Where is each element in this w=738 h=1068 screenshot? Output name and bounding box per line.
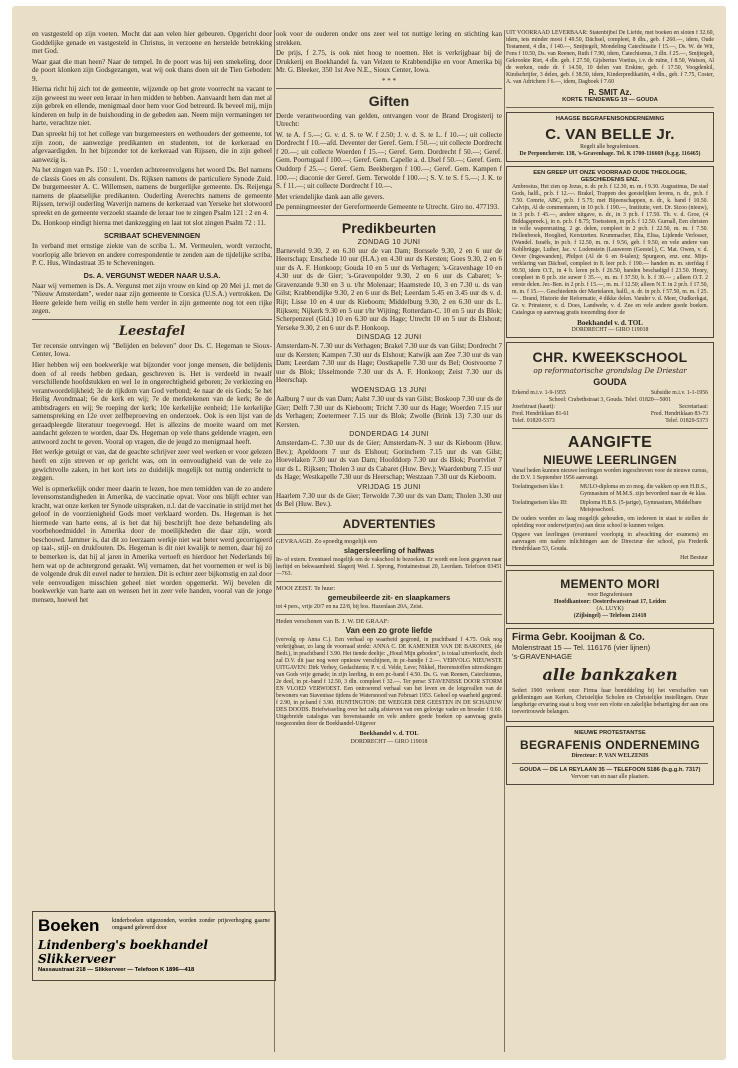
ad-van-belle-sub: Regelt alle begrafenissen. — [580, 144, 640, 150]
ad-degraaf-title: Van een zo grote liefde — [345, 626, 433, 636]
ad-kweekschool-addr-left: Fred. Hendriklaan 81-61 — [512, 411, 570, 417]
paragraph: Ds. Honkoop eindigt hierna met dankzegging en laat tot slot zingen Psalm 72 : 11. — [32, 219, 266, 228]
column-2 — [276, 30, 502, 1054]
ad-aangifte-k1-text: MULO-diploma en zo mog. die vakken op een H.B.S., Gymnasium of M.M.S. zijn bevorderd naar de 4e klas. — [580, 484, 708, 497]
ad-smit-text: UIT VOORRAAD LEVERBAAR: Statenbijbel De Liefde, met boeken en sloten f 32.60, idem, iets minder mooi f 49.50, Dächsel, compleet, 8 dln., geb. f 260.—, idem, Oude Testament, 4 dln., f 140.—, Smijtegelt, Mondeling Catechisatie f 15.—, Ds. W. de Wit, Fens f 10.50, Ds. van Reenen, Ruth f 7.90, idem, Catechismus, 3 dln. f 25.—, Smijtegelt, Gekrookte Riet, 4 dln. geb. f 27.50, Gijsbertus Voetius, i.v. de ruïne, f 8.50, Watson, Al de werken, oude dr. f 14.50, 10 delen van Erskine, geb. f 17.50, Voogdenkil, Kindschrijfer, 3 delen, geb. f 38.50, idem, Kinderpredikatiën, 4 dln., geb. f 7.75, Coster, A. van Adrichem f 6.—, idem, Dagboek f 7.60 — [506, 30, 714, 85]
ad-van-belle — [506, 112, 714, 162]
ad-boeken — [32, 911, 276, 981]
divider — [276, 534, 502, 535]
divider — [506, 107, 714, 108]
ad-degraaf-text: (vervolg op Anna C.). Een verhaal op waarheid gegrond, in prachtband f 4.75. Ook nog verkrijgbaar, zo lang de voorraad strekt: ANNA C. DE KAMENIER VAN DE BARONES, (de Bedi.), in prachtband f 3.90. Het tiende deeltje: ,,Houd Mijn geboden", is totaal uitverkocht, doch zal D.V. dit jaar nog weer opnieuw verschijnen, in pr.-bandje f 2.—. VERVOLG NIEUWSTE UITGAVEN: Dirk Verhey, Gedachtenis; P. v. d. Velde, Leve; Nikkel, Heerenstoffen uitrestkingen van Gods vrije genade; in zijn leerling, in een pr.-band f 4.50. Ds. G. van Reenen, Catechismus, 2e deel, in pr.-band f 12.50, 3 dln. compleet f 32.—. Ter perse: STAVENISSE DOOR STORM EN VLOED VERWOEST. Een ontroerend verhaal van het leven en de lotgevallen van de bewoners van Stavenisse tijdens de Watersnood van Februari 1953. Geheel op waarheid gegrond. f 2.90, in pr.band f 3.90. HUNTINGTON: DE WEEGER DER GEESTEN IN DE SCHADUW DES DOODS. Briefwisseling over het zalig afsterven van een gelovige vader en broeder f 0.60. Uitgebreide catalogus van bovenstaande en vele andere goede boeken op aanvraag gratis toegezonden door de Boekhandel-Uitgever — [276, 636, 502, 727]
ad-kweekschool-tel-right: Telef. 01820-5373 — [665, 418, 708, 424]
ad-begrafenis-footer: Vervoer van en naar alle plaatsen. — [570, 774, 650, 780]
ad-kooijman-city: 's-GRAVENHAGE — [512, 652, 573, 661]
ad-slager-intro: GEVRAAGD. Zo spoedig mogelijk een — [276, 537, 377, 545]
ad-van-belle-top: HAAGSE BEGRAFENISONDERNEMING — [555, 116, 665, 122]
ad-boeken-desc: kinderboeken uitgezonden, worden zonder prijsverhoging gaarne omgaand geleverd door — [112, 918, 270, 931]
paragraph: Dan spreekt hij tot het college van burgemeesters en wethouders der gemeente, tot zijn zoon, de aanwezige predikanten en studenten, tot de kerkeraad en afgevaardigden. In het bijzonder tot de kerkeraad van Rijssen, die in zijn geheel aanwezig is. — [32, 130, 272, 164]
paragraph: Barneveld 9.30, 2 en 6.30 uur de van Dam; Borssele 9.30, 2 en 6 uur de Heerschap; Enschede 10 uur (H.A.) en 4.30 uur ds Kersten; Goes 9.30, 2 en 6 uur ds A. F. Honkoop; Gouda 10 en 5 uur ds Verhagen; 's-Gravenhage 10 en 4.30 uur ds de Gier; 's-Gravenpolder 9.30, 2 en 6 uur ds Cabaret; 's-Gravenzande 9.30 en 3 u. t/hr Molenaar; Haamstede 10, 3 en 7.30 u. ds van Gilst; Krabbendijke 9.30, 2 en 6 uur ds Bel; Leerdam 5.45 en 3.45 uur ds v. d. Rijt; Lisse 10 en 4 uur ds Kieboom; Middelburg 9.30, 2 en 6.30 uur ds L. Rijksen; Nijkerk 9.30 en 5 uur t/hr Wijting; Rotterdam-C. 10 en 5 uur ds Blok; Scherpenzeel (Gld.) 10 en 6.30 uur ds Hage; Utrecht 10 en 5 uur ds Elshout; Yerseke 9.30, 2 en 6 uur ds P. Honkoop. — [276, 246, 502, 332]
ad-kweekschool-school: School: Crabethstraat 3, Gouda. Telef. 01820—5001 — [548, 397, 672, 403]
paragraph: ook voor de ouderen onder ons zeer wel tot nuttige lering en stichting kan strekken. — [276, 30, 502, 47]
ad-van-belle-address: De Perponcherstr. 138, 's-Gravenhage. Tel. K 1700-116669 (b.g.g. 116465) — [519, 151, 701, 157]
ad-kooijman-banner: alle bankzaken — [542, 665, 678, 684]
ad-slager-text: In- of extern. Eventueel mogelijk om de vakschool te bezoeken. Er wordt een loon gegeven naar leeftijd en bekwaamheid. Slagerij Wed. J. Sprong, Fontainestraat 20, Leerdam. Telefoon 03451—763. — [276, 556, 502, 577]
ad-aangifte-title: AANGIFTE — [567, 434, 653, 451]
day-heading: WOENSDAG 13 JUNI — [351, 386, 427, 394]
paragraph: De prijs, f 2.75, is ook niet hoog te noemen. Het is verkrijgbaar bij de Drukkerij en Boekhandel fa. van Velzen te Krabbendijke en voor Amerika bij Mr. G. Bleeker, 350 1st Ave N.E., Sioux Center, Iowa. — [276, 49, 502, 75]
ad-memento-mori-name: (A. LUYK) — [596, 606, 624, 612]
ad-kweekschool — [506, 342, 714, 566]
divider — [512, 763, 708, 764]
paragraph: In verband met ernstige ziekte van de scriba L. M. Vermeulen, wordt verzocht, voorlopig alle brieven en andere correspondentie te zenden aan de tijdelijke scriba, P. C. Hus, Windastraat 35 te Scheveningen. — [32, 242, 272, 268]
ad-begrafenis — [506, 726, 714, 785]
ad-smit-address: KORTE TIENDEWEG 19 — GOUDA — [562, 97, 658, 103]
ad-aangifte-sign: Het Bestuur — [680, 555, 708, 561]
paragraph: Hierna richt hij zich tot de gemeente, wijzende op het grote voorrecht na vacant te zijn geweest nu weer een leraar in hen midden te hebben. Aanvaardt hem dan met al zijn gebrek en ellende, menigmaal door hem voor God betreurd. Ik beveel mij, mijn kinderen en hulp in de huishouding in de gebeden aan. Neem mijn vermaningen ter harte, verachtze niet. — [32, 85, 272, 128]
separator-stars: * * * — [382, 76, 396, 85]
paragraph: Hier hebben wij een boekwerkje wat bijzonder voor jonge mensen, die belijdenis doen of al reeds hebben gedaan, geschreven is. Het is verdeeld in twaalf verschillende hoofdstukken en wel 1e in ongerechtigheid geboren; 2e verkiezing en verantwoordelijkheid; 3e de rijkdom van God verbond; 4e naar de eis Gods; 5e het Heilig Avondmaal; 6e de kerk en wij; 7e de merktekenen van de kerk; 8e de ambtsdragers en wij; 9e roeping der kerk; 10e kerkelijke eenheid; 11e kerkelijke samenspreking en 12e over zelfbeproeving en onderzoek. Ook is een lijst van de geraadpleegde literatuur toegevoegd. Het is allezins de moeite waard om met aandacht gelezen te worden, daar Ds. Hegeman op vele thans geldende vragen, een antwoord zocht te geven. Vooral op vragen, die de jeugd zo menigmaal heeft. — [32, 360, 272, 446]
paragraph: en vastgesteld op zijn voeten. Mocht dat aan velen hier gebeuren. Opgericht door Goddelijke genade en vastgesteld in Christus, in verzoene en herstelde betrekking met God. — [32, 30, 272, 56]
ad-begrafenis-address: GOUDA — DE LA REYLAAN 35 — TELEFOON 5186 (b.g.g.h. 7317) — [519, 767, 701, 773]
ad-aangifte-k1-label: Toelatingseisen klas I: — [512, 484, 564, 490]
ad-kweekschool-addr-right: Fred. Hendriklaan 83-73 — [650, 411, 708, 417]
ad-boeken-address: Nassaustraat 218 — Slikkerveer — Telefoon K 1896—418 — [38, 967, 195, 973]
paragraph: Ter recensie ontvingen wij "Belijden en beleven" door Ds. C. Hegeman te Sioux-Center, Iowa. — [32, 341, 272, 359]
ad-zeist-intro: MOOI ZEIST. Te huur: — [276, 584, 336, 592]
ad-kweekschool-city: GOUDA — [593, 377, 627, 387]
paragraph: Wel is opmerkelijk onder meer daarin te lezen, hoe men temidden van de zo andere levensomstandigheden in Amerika, de vaccinatie opvat. Voor ons blijft echter van kracht, wat onze kerken ter Synode uitspraken, n.l. dat de vaccinatie in strijd met het geloof in de voorzienigheid Gods moet verklaard worden. Ds. Hegeman is het hiermede van harte eens, al is het dat hij beschrijft hoe deze behandeling als voorbehoedmiddel in Amerika door de moeilijkheden die daar zijn, wordt beschouwd. Jammer is, dat dit zo leerzaam werkje niet wat beter werd gecorrigeerd op taal-, stijl- en drukfouten. Ds. Hegeman is dit niet kwalijk te nemen, daar hij zo te bemerken is, dat hij al jaren in Amerika vertoeft en hierdoor het Nederlands bij hem wat op de achtergrond geraakt. Wij vernamen, dat het voornemen er wel is bij de volgende druk dit euvel nader te herzien. Dit is echter zeer bijkomstig en zal door vele eenvoudigen misschien geheel niet worden opgemerkt. Wij bevelen dit boekwerkje van harte aan en wensen het in zeer vele handen, vooral van de jonge mensen, hoewel het — [32, 484, 272, 604]
ad-kweekschool-secr: Secretariaat: — [679, 404, 708, 410]
ad-memento-mori-tel: (Zijlsingel) — Telefoon 21418 — [573, 613, 647, 619]
divider — [276, 581, 502, 582]
ad-degraaf-giro: DORDRECHT — GIRO 119018 — [350, 739, 428, 746]
paragraph: Naar wij vernemen is Ds. A. Vergunst met zijn vrouw en kind op 20 Mei j.l. met de "Nieuw Amsterdam", weder naar zijn gemeente te Corsica (U.S.A.) vertrokken. De Heere geleide hem veilig en stelle hem verder in zijn gemeente nog tot een rijke zegen. — [32, 281, 272, 316]
ad-kweekschool-name: CHR. KWEEKSCHOOL — [532, 349, 688, 365]
ad-kweekschool-josef: Josefstraat (kaart): — [512, 404, 555, 410]
paragraph: Amsterdam-C. 7.30 uur ds de Gier; Amsterdam-N. 3 uur ds Kieboom (Huw. Bev.); Apeldoorn 7 uur ds Elshout; Gorinchem 7.15 uur ds van Gilst; Hoevelaken 7.30 uur ds van Dam; Hoofddorp 7.30 uur ds Blok; Poortvliet 7 uur ds L. Rijksen; Tholen 3 uur ds Cabaret (Huw. Bev.); Waardenburg 7.15 uur ds Hage; Westkapelle 7.30 uur ds Heerschap; Westzaan 7.30 uur ds Kieboom. — [276, 439, 502, 482]
ad-zeist-title: gemeubileerde zit- en slaapkamers — [327, 593, 451, 603]
divider — [276, 512, 502, 513]
ad-aangifte-p2: Opgave van leerlingen (eventueel voorlopig in afwachting der examens) en aanvragen om nadere inlichtingen aan de Directeur der school, p/a Frederik Hendriklaan 53, Gouda. — [512, 532, 708, 552]
newspaper-page — [12, 6, 726, 1060]
column-divider-1 — [274, 30, 275, 1052]
paragraph: Waar gaat die man heen? Naar de tempel. In de poort was hij een smekeling, door de poort klonken zijn Godsgezangen, wat wij ook thans doen uit de Tien Geboden: 9. — [32, 57, 272, 83]
ad-slager-title: slagersleerling of halfwas — [343, 546, 435, 556]
ad-memento-mori-title: MEMENTO MORI — [560, 577, 660, 591]
ad-boeken-title: Boeken — [38, 916, 100, 935]
ad-begrafenis-director: Directeur: P. VAN WELZENIS — [571, 753, 649, 759]
heading-scribaat: SCRIBAAT SCHEVENINGEN — [103, 231, 201, 241]
ad-zeist-text: tot 4 pers., vrije 20/7 en na 22/8, bij bos. Hazenlaan 20A, Zeist. — [276, 603, 424, 610]
day-heading: DONDERDAG 14 JUNI — [349, 431, 429, 439]
ad-boeken-store: Lindenberg's boekhandel Slikkerveer — [38, 938, 208, 966]
heading-giften: Giften — [368, 92, 410, 109]
ad-memento-mori — [506, 570, 714, 624]
ad-aangifte-subtitle: NIEUWE LEERLINGEN — [543, 453, 677, 467]
ad-degraaf-intro: Heden verschenen van B. J. W. DE GRAAF: — [276, 617, 389, 625]
day-heading: DINSDAG 12 JUNI — [356, 334, 422, 342]
ad-oude-theologie-text: Ambrosius, Het zien op Jezus, n. dr. pr.b. f 12.30, m. m. f 9.30. Augustinus, De stad Gods, halfl., pr.b. f 12.—. Brakel, Trappen des geestelijken levens, n. dr., pr.b. f 7.50. Comrie, ABC, pr.b. f 5.75; met Bijeenschappen, n. dr., k. band f 10.50. Calvijn, Al de commentaren, in 10 pr.b. f 190.—, Institutie, vert. Dr. Sizoo (nieuw), in 3 pr.b. f 45.—, andere uitgave, n. dr., in 3 pr.b. f 17.50. Th. v. d. Groe, (4 Biddagspreek.), in n. pr.b. f 8.75; Toetssteen, in pr.b. f 12.50. Gurnall, Een christen in volle wapenrusting, 2 gr. delen, compleet in 2 pr.b. f 22.50, m. m. f 7.50. Hellenbroek, Hooglied, Kerstzetten. Krummacher, Elia, Elisa, Lijdende Verlosser, (Wandel. Israëls, in pr.b. f 12.50, m. m. f 9.56, geb. f 9.50, en vele andere van Kohlbrügge, Luther, Jac. v. Lodenstein (Lauweren (Geestel.), C. Mat. Owen, v. d. Oever (Ingewanden), Philpot (Al de 6 en 8-talen); Spurgeon, enz. enz. Mijn-verklaring van Dächsel, compleet in 8. leer pr.b. f 190.— handen m. m. sterfdag f 99.50, idem O.T., in 4 b. leren pr.b. f 26.50, banden beschadigd f 23.50. Henry, compleet in 8 pr.b. zie suwer f 35.—, m. m. f 37.50, b. b. f 30.— ; alleen O.T. 2 eerste delen. Jer.-Ben. in 2 pr.b. f 15.—, m. m. f 12.50; alleen N.T. in 2 pr.b. f 17.50, m. m. f 15.—. Geschiedenis der Martelaren, halfl., n. dr. in pr.b. f 57.50, m. m. f 25.— . Brand, Historie der Reformatie, 4 dikke delen. Vander v. d. Meer, Oudkerkgat, Gr. v. Prinsterer, v. d. Does, Landwehr, v. d. Zee en vele andere goede boeken. Catalogus op aanvraag gratis toezending door de — [512, 184, 708, 316]
divider — [276, 215, 502, 216]
day-heading: VRIJDAG 15 JUNI — [357, 483, 421, 491]
paragraph: Haarlem 7.30 uur ds de Gier; Terwolde 7.30 uur ds van Dam; Tholen 3.30 uur ds Bel (Huw. Bev.). — [276, 491, 502, 509]
paragraph: Aalburg 7 uur ds van Dam; Aalst 7.30 uur ds van Gilst; Boskoop 7.30 uur ds de Gier; Delft 7.30 uur ds Kieboom; Tricht 7.30 uur ds Hage; Woerden 7.15 uur ds Verhagen; Zoetermeer 7.15 uur ds Blok; Zwolle (Brink 13) 7.30 uur ds Kersten. — [276, 394, 502, 429]
ad-kooijman-address: Molenstraat 15 — Tel. 116176 (vier lijnen) — [512, 643, 651, 652]
ad-oude-theologie-giro: DORDRECHT — GIRO 119018 — [571, 327, 649, 333]
ad-kweekschool-erkend: Erkend m.i.v. 1-9-1955 — [512, 390, 566, 396]
ad-memento-mori-sub: voor Begrafenissen — [587, 592, 633, 598]
ad-aangifte-intro: Vanaf heden kunnen nieuwe leerlingen worden ingeschreven voor de nieuwe cursus, die D.V. 1 September 1956 aanvangt. — [512, 468, 708, 481]
column-3 — [506, 30, 714, 1054]
ad-begrafenis-top: NIEUWE PROTESTANTSE — [574, 730, 646, 736]
paragraph: Derde verantwoording van gelden, ontvangen voor de Brand Drogisterij te Utrecht: — [276, 111, 502, 129]
ad-aangifte-k3-label: Toelatingseisen klas III: — [512, 500, 568, 506]
paragraph: W. te A. f 5.—; G. v. d. S. te W. f 2.50; J. v. d. S. te L. f 10.—; uit collecte Dordrecht f 10.—afd. Deventer der Geref. Gem. f 50.—; uit collecte Dordrecht f 20.—; uit collecte Woerden f 15.—; Geref. Gem. Dordrecht f 50.—; Geref. Gem. Poortugaal f 100.—; Geref. Gem. Capelle a. d. IJsel f 50.—; Geref. Gem. Ouddorp f 25.—; Geref. Gem. Beekbergen f 100.—; Geref. Gem. Kampen f 100.—; diaconie der Geref. Gem. Terwolde f 100.—; S. V. te S. f 5.—; J. K. te S. f 11.—; uit collecte Dordrecht f 10.—. — [276, 130, 502, 191]
ad-van-belle-name: C. VAN BELLE Jr. — [545, 126, 675, 143]
ad-degraaf-sign: Boekhandel v. d. TOL — [359, 729, 419, 737]
heading-advertenties: ADVERTENTIES — [342, 516, 436, 531]
paragraph: Met vriendelijke dank aan alle gevers. — [276, 192, 385, 201]
ad-kooijman — [506, 628, 714, 722]
paragraph: De penningmeester der Gereformeerde Gemeente te Utrecht. Giro no. 477193. — [276, 203, 499, 212]
divider — [512, 428, 708, 429]
divider — [276, 88, 502, 89]
column-1 — [32, 30, 272, 908]
heading-predikbeurten: Predikbeurten — [341, 219, 437, 236]
heading-vergunst: Ds. A. VERGUNST WEDER NAAR U.S.A. — [83, 270, 221, 280]
ad-kooijman-name: Firma Gebr. Kooijman & Co. — [512, 632, 645, 643]
ad-kweekschool-sub: op reformatorische grondslag De Driestar — [533, 366, 687, 375]
ad-oude-theologie-heading: EEN GREEP UIT ONZE VOORRAAD OUDE THEOLOGIE, GESCHIEDENIS ENZ. — [533, 170, 687, 183]
ad-memento-mori-address: Hoofdkantoor: Oosterdwarsstraat 17, Leiden — [553, 599, 667, 605]
ad-kweekschool-subsidie: Subsidie m.i.v. 1-1-1956 — [650, 390, 708, 396]
ad-kweekschool-tel-left: Telef. 01820-5373 — [512, 418, 555, 424]
ad-oude-theologie-sign: Boekhandel v. d. TOL — [577, 319, 643, 327]
divider — [276, 614, 502, 615]
ad-aangifte-k3-text: Diploma H.B.S. (5-jarige), Gymnasium, Middelbare Meisjesschool. — [580, 500, 702, 513]
column-divider-2 — [504, 30, 505, 1052]
ad-kooijman-text: Sedert 1900 verleent onze Firma haar bemiddeling bij het verschaffen van geldleningen aan Kerken, Christelijke Scholen en Christelijke instellingen. Onze langdurige ervaring staat u borg voor een vlotte en zakelijke behartiging der aan ons toevertrouwde belangen. — [512, 688, 708, 715]
ad-smit-name: R. SMIT Az. — [588, 88, 632, 97]
ad-aangifte-p1: De ouders worden zo laag mogelijk gehouden, om iedereen in staat te stellen de opleiding voor onderwijzer(es) aan deze school te kunnen volgen. — [512, 516, 708, 529]
divider — [32, 319, 272, 320]
paragraph: Amsterdam-N. 7.30 uur ds Verhagen; Brakel 7.30 uur ds van Gilst; Dordrecht 7 uur ds Kersten; Kampen 7.30 uur ds Elshout; Katwijk aan Zee 7.30 uur ds van Dam; Leerdam 7.30 uur ds Hage; Oostkapelle 7.30 uur ds Bel; Oostvoorne 7 uur ds Blok; IJsselmonde 7.30 uur ds A. F. Honkoop; Zeist 7.30 uur ds Heerschap. — [276, 342, 502, 385]
paragraph: Het werkje getuigt er van, dat de geachte schrijver zeer veel werken er voor gelezen heeft en zijn streven er op gericht was, om in eenvoudigheid van de vele zo gewichtvolle zaken, in het kort iets zo duidelijk mogelijk tot nuttig onderricht te zeggen. — [32, 448, 272, 483]
day-heading: ZONDAG 10 JUNI — [357, 238, 421, 246]
ad-begrafenis-name: BEGRAFENIS ONDERNEMING — [520, 738, 700, 752]
heading-leestafel: Leestafel — [118, 323, 186, 339]
ad-oude-theologie — [506, 166, 714, 338]
paragraph: Na het zingen van Ps. 150 : 1, voerden achtereenvolgens het woord Ds. Bel namens de classis Goes en als consulent. Ds. Rijksen namens de particuliere Synode Zuid. De burgemeester A. C. Willemsen, namens de burgerlijke gemeente. Ds. Reijenga namens de plaatselijke predikanten. Ouderling Averechts namens de gemeente Rijssen, terwijl ouderling Waverijn namens de kerkeraad van Yerseke het slotwoord spreekt en de gemeente verzoekt staande de leraar toe te zingen Psalm 121 : 2 en 4. — [32, 166, 272, 217]
